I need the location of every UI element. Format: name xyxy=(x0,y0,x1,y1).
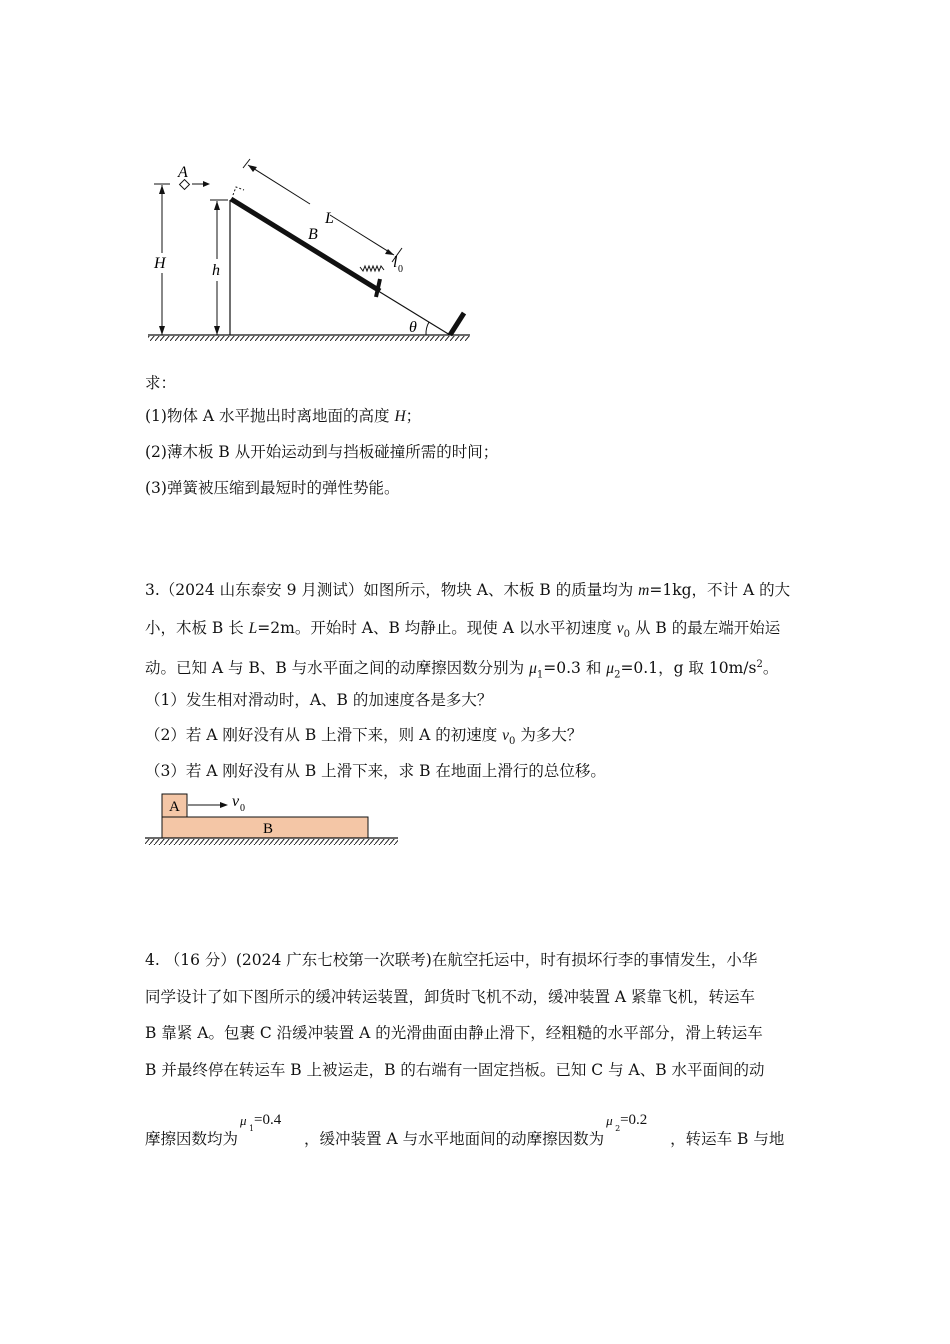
board-B xyxy=(231,199,380,291)
theta-arc xyxy=(426,322,429,335)
object-A xyxy=(180,180,190,190)
spring-plate xyxy=(376,279,380,297)
board-B-label: B xyxy=(263,821,274,837)
v0-arrow-head xyxy=(220,802,228,808)
label-l0: l xyxy=(393,254,398,271)
label-B: B xyxy=(308,226,318,243)
H-arrow-down xyxy=(159,326,165,335)
mu1-formula: μ 1 =0.4 xyxy=(240,1112,282,1133)
q2-sub2: (2)薄木板 B 从开始运动到与挡板碰撞所需的时间； xyxy=(145,443,499,461)
label-l0-sub: 0 xyxy=(398,264,403,275)
ground-hatch-2 xyxy=(145,839,398,845)
A-velocity-head xyxy=(203,181,210,187)
h-arrow-up xyxy=(214,201,220,210)
L-dim-line xyxy=(248,165,310,204)
q4-line3: B 靠紧 A。包裹 C 沿缓冲装置 A 的光滑曲面由静止滑下，经粗糙的水平部分，滑上转运车 xyxy=(145,1024,763,1042)
q4-line2: 同学设计了如下图所示的缓冲转运装置，卸货时飞机不动，缓冲装置 A 紧靠飞机，转运车 xyxy=(145,988,756,1006)
L-tick xyxy=(243,159,250,168)
stop-plate xyxy=(450,313,464,335)
v0-label: v xyxy=(232,793,240,810)
q2-sub3: (3)弹簧被压缩到最短时的弹性势能。 xyxy=(145,479,400,497)
h-arrow-down xyxy=(214,326,220,335)
label-L: L xyxy=(325,210,334,227)
q2-sub1: (1)物体 A 水平抛出时离地面的高度 H； xyxy=(145,407,422,425)
v0-label-sub: 0 xyxy=(240,803,245,814)
corner-mark xyxy=(233,187,244,195)
q4-line4: B 并最终停在转运车 B 上被运走，B 的右端有一固定挡板。已知 C 与 A、B 水平面间的动 xyxy=(145,1061,765,1079)
ground-hatch xyxy=(148,336,470,341)
incline-figure xyxy=(140,155,480,345)
mu2-formula: μ 2 =0.2 xyxy=(606,1112,648,1133)
H-arrow-up xyxy=(159,185,165,194)
q3-line2: 小，木板 B 长 L=2m。开始时 A、B 均静止。现使 A 以水平初速度 $v_0$ 从 B 的最左端开始运 xyxy=(145,619,781,641)
block-board-figure xyxy=(140,790,405,852)
q2-ask: 求： xyxy=(145,374,177,392)
spring xyxy=(360,266,384,271)
label-theta: θ xyxy=(409,319,417,336)
q4-line1: 4. （16 分）(2024 广东七校第一次联考)在航空托运中，时有损坏行李的事情发生，小华 xyxy=(145,951,758,969)
q4-line5: 摩擦因数均为 μ 1 =0.4 ，缓冲装置 A 与水平地面间的动摩擦因数为 μ 2 =0.2 ，转运车 B 与地 xyxy=(145,1112,785,1148)
q3-line3: 动。已知 A 与 B、B 与水平面之间的动摩擦因数分别为 $\mu_1=0.3$ 和 $\mu_2=0.1$，g 取 $10m/s^2$。 xyxy=(145,659,779,681)
q3-sub3: （3）若 A 刚好没有从 B 上滑下来，求 B 在地面上滑行的总位移。 xyxy=(145,762,606,780)
label-A: A xyxy=(178,164,188,181)
block-A-label: A xyxy=(169,799,180,815)
label-H: H xyxy=(154,255,166,272)
L-arrow-left xyxy=(248,165,257,172)
q3-line1: 3.（2024 山东泰安 9 月测试）如图所示，物块 A、木板 B 的质量均为 m=1kg，不计 A 的大 xyxy=(145,581,791,599)
q3-sub2: （2）若 A 刚好没有从 B 上滑下来，则 A 的初速度 $v_0$ 为多大？ xyxy=(145,726,583,748)
label-h: h xyxy=(212,262,220,279)
q3-sub1: （1）发生相对滑动时，A、B 的加速度各是多大？ xyxy=(145,691,493,709)
